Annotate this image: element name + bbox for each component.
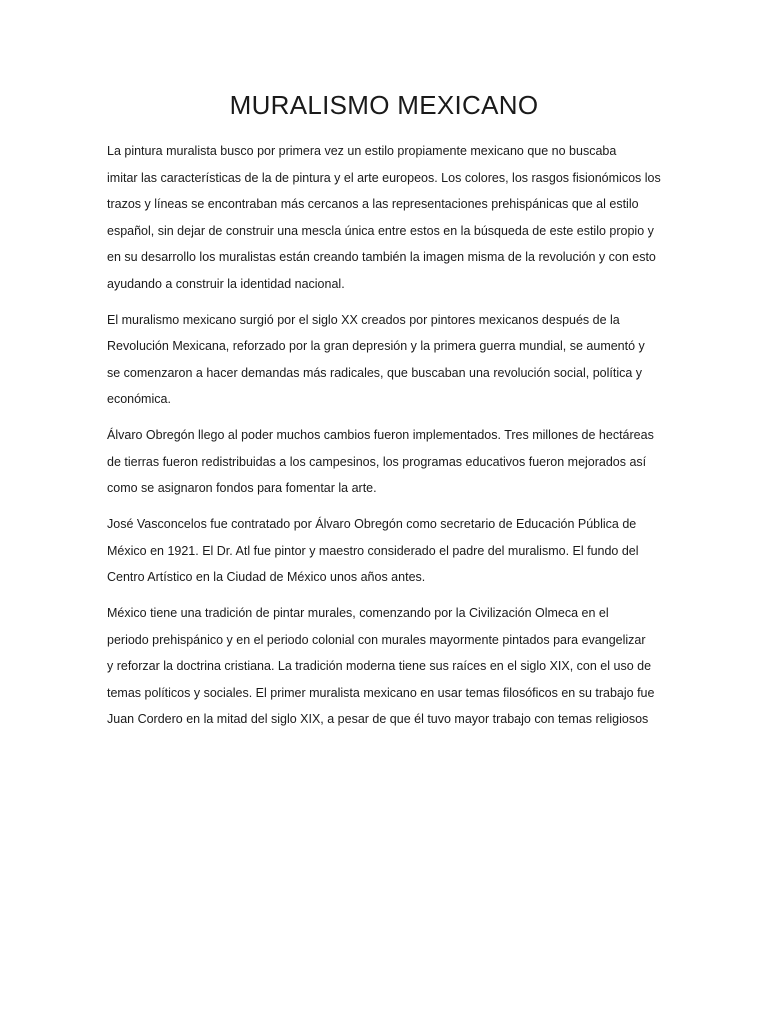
paragraph-1 (107, 138, 663, 297)
text-line: trazos y líneas se encontraban más cercanos a las representaciones prehispánicas que al estilo (107, 197, 639, 211)
text-line: económica. (107, 392, 171, 406)
text-line: México tiene una tradición de pintar murales, comenzando por la Civilización Olmeca en el (107, 606, 609, 620)
text-line: se comenzaron a hacer demandas más radicales, que buscaban una revolución social, política y (107, 365, 643, 380)
text-line: ayudando a construir la identidad nacional. (107, 276, 345, 291)
text-line: de tierras fueron redistribuidas a los campesinos, los programas educativos fueron mejorados así (107, 454, 647, 469)
text-line: español, sin dejar de construir una mescla única entre estos en la búsqueda de este estilo propio y (107, 223, 654, 238)
text-line: Centro Artístico en la Ciudad de México unos años antes. (107, 570, 426, 584)
text-line: José Vasconcelos fue contratado por Álvaro Obregón como secretario de Educación Pública de (107, 517, 637, 531)
text-line: La pintura muralista busco por primera vez un estilo propiamente mexicano que no buscaba (107, 144, 617, 158)
paragraph-5 (107, 600, 663, 733)
text-line: México en 1921. El Dr. Atl fue pintor y maestro considerado el padre del muralismo. El fundo del (107, 543, 639, 558)
text-line: en su desarrollo los muralistas están creando también la imagen misma de la revolución y con esto (107, 250, 656, 264)
document-title: MURALISMO MEXICANO (229, 90, 539, 120)
paragraph-3 (107, 422, 663, 502)
text-line: El muralismo mexicano surgió por el siglo XX creados por pintores mexicanos después de la (107, 312, 620, 327)
document-body (107, 138, 663, 742)
paragraph-2 (107, 307, 663, 413)
text-line: y reforzar la doctrina cristiana. La tradición moderna tiene sus raíces en el siglo XIX, con el uso de (107, 659, 652, 673)
text-line: Álvaro Obregón llego al poder muchos cambios fueron implementados. Tres millones de hectáreas (107, 428, 654, 442)
text-line: Juan Cordero en la mitad del siglo XIX, a pesar de que él tuvo mayor trabajo con temas religiosos (107, 712, 649, 726)
text-line: periodo prehispánico y en el periodo colonial con murales mayormente pintados para evangelizar (107, 632, 646, 647)
text-line: temas políticos y sociales. El primer muralista mexicano en usar temas filosóficos en su trabajo fue (107, 685, 655, 700)
text-line: imitar las características de la de pintura y el arte europeos. Los colores, los rasgos fisionómicos los (107, 170, 661, 185)
text-line: Revolución Mexicana, reforzado por la gran depresión y la primera guerra mundial, se aumentó y (107, 339, 645, 353)
paragraph-4 (107, 511, 663, 591)
text-line: como se asignaron fondos para fomentar la arte. (107, 481, 377, 495)
